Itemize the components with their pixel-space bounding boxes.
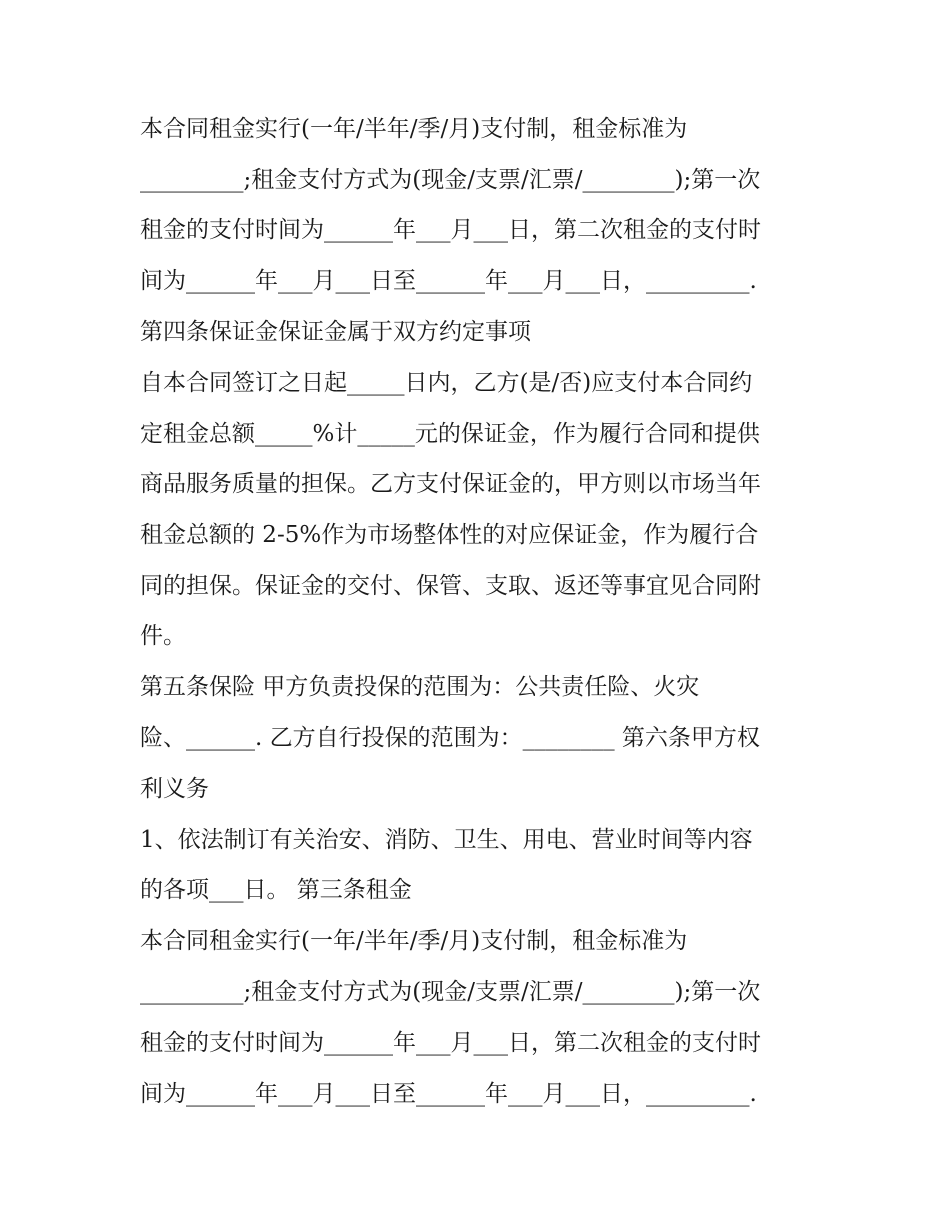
text-line: 租金总额的 2-5%作为市场整体性的对应保证金，作为履行合 <box>140 522 759 548</box>
text-line: 件。 <box>140 623 186 649</box>
text-line: 定租金总额_____%计_____元的保证金，作为履行合同和提供 <box>140 421 760 447</box>
text-line: 租金的支付时间为______年___月___日，第二次租金的支付时 <box>140 217 761 243</box>
section-heading: 第五条保险 甲方负责投保的范围为：公共责任险、火灾 <box>140 674 700 700</box>
text-line: 自本合同签订之日起_____日内，乙方(是/否)应支付本合同约 <box>140 370 753 396</box>
text-line: 险、______. 乙方自行投保的范围为：________ 第六条甲方权 <box>140 725 760 751</box>
text-line: 间为______年___月___日至______年___月___日，_________. <box>140 268 757 294</box>
text-line: 利义务 <box>140 776 209 802</box>
text-line: 1、依法制订有关治安、消防、卫生、用电、营业时间等内容 <box>140 827 753 853</box>
text-line: 同的担保。保证金的交付、保管、支取、返还等事宜见合同附 <box>140 573 761 599</box>
text-line: 间为______年___月___日至______年___月___日，_________. <box>140 1081 757 1107</box>
section-heading: 的各项___日。 第三条租金 <box>140 877 412 903</box>
text-line: _________;租金支付方式为(现金/支票/汇票/________);第一次 <box>140 167 761 193</box>
text-line: 本合同租金实行(一年/半年/季/月)支付制，租金标准为 <box>140 116 688 142</box>
section-heading: 第四条保证金保证金属于双方约定事项 <box>140 319 531 345</box>
text-line: 本合同租金实行(一年/半年/季/月)支付制，租金标准为 <box>140 928 688 954</box>
text-line: 租金的支付时间为______年___月___日，第二次租金的支付时 <box>140 1030 761 1056</box>
text-line: 商品服务质量的担保。乙方支付保证金的，甲方则以市场当年 <box>140 471 761 497</box>
text-line: _________;租金支付方式为(现金/支票/汇票/________);第一次 <box>140 979 761 1005</box>
